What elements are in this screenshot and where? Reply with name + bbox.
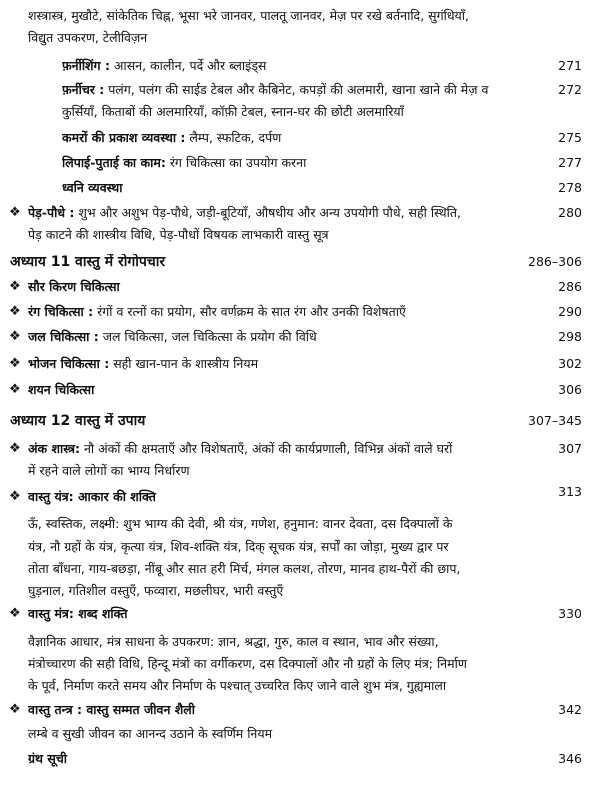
diamond-bullet-icon: ❖ [9, 279, 21, 294]
toc-entry-furnishing[interactable] [62, 58, 542, 74]
diamond-bullet-icon: ❖ [9, 702, 21, 717]
page-number: 278 [558, 180, 582, 195]
page-number: 330 [558, 606, 582, 621]
entry-title: फ़र्नीचर : [62, 82, 105, 97]
page-number: 280 [558, 205, 582, 220]
entry-text: पलंग, पलंग की साईड टेबल और कैबिनेट, कपड़ों की अलमारी, खाना खाने की मेज़ व [104, 82, 489, 97]
diamond-bullet-icon: ❖ [9, 606, 21, 621]
entry-text: वास्तु सम्मत जीवन शैली [81, 702, 195, 717]
entry-text: रंगों व रत्नों का प्रयोग, सौर वर्णक्रम के सात रंग और उनकी विशेषताएँ [93, 304, 406, 319]
entry-title: वास्तु तन्त्र : [28, 702, 82, 717]
entry-continuation: के पूर्व, निर्माण करते समय और निर्माण के पश्चात् उच्चरित किए जाने वाले शुभ मंत्र, गुह्यमाला [28, 678, 447, 693]
entry-title: रंग चिकित्सा : [28, 304, 94, 319]
toc-entry-yantra[interactable]: वास्तु यंत्र: आकार की शक्ति [28, 489, 156, 504]
page-number: 275 [558, 130, 582, 145]
toc-entry-lighting[interactable] [62, 130, 542, 146]
entry-continuation: घुड़नाल, गतिशील वस्तुएँ, फव्वारा, मछलीघर, भारी वस्तुएँ [28, 583, 284, 598]
toc-entry-plants[interactable] [28, 205, 528, 221]
page-number: 346 [558, 751, 582, 766]
entry-continuation: मंत्रोच्चारण की सही विधि, हिन्दू मंत्रों का वर्गीकरण, दस दिक्पालों और नौ ग्रहों के लिए मंत्र; निर्माण [28, 656, 467, 671]
page-number: 298 [558, 329, 582, 344]
page-number: 290 [558, 304, 582, 319]
page-range: 286–306 [528, 254, 582, 269]
entry-title: लिपाई-पुताई का काम: [62, 155, 166, 170]
page-number: 286 [558, 279, 582, 294]
diamond-bullet-icon: ❖ [9, 382, 21, 397]
page-number: 307 [558, 441, 582, 456]
entry-continuation: लम्बे व सुखी जीवन का आनन्द उठाने के स्वर्णिम नियम [28, 726, 273, 741]
diamond-bullet-icon: ❖ [9, 205, 21, 220]
entry-title: पेड़-पौधे : [28, 205, 75, 220]
page-number: 272 [558, 82, 582, 97]
entry-continuation: यंत्र, नौ ग्रहों के यंत्र, कृत्या यंत्र, शिव-शक्ति यंत्र, दिक् सूचक यंत्र, सर्पों का जोड़ा, मुख्य द्वार पर [28, 539, 449, 554]
entry-continuation: पेड़ काटने की शास्त्रीय विधि, पेड़-पौधों विषयक लाभकारी वास्तु सूत्र [28, 227, 329, 242]
diamond-bullet-icon: ❖ [9, 329, 21, 344]
toc-entry-color[interactable] [28, 304, 538, 320]
diamond-bullet-icon: ❖ [9, 489, 21, 504]
entry-continuation: ऊँ, स्वस्तिक, लक्ष्मी: शुभ भाग्य की देवी, श्री यंत्र, गणेश, हनुमान: वानर देवता, दस दिक्पालों के [28, 516, 453, 531]
chapter-12-heading[interactable]: अध्याय 12 वास्तु में उपाय [10, 413, 146, 429]
page-number: 302 [558, 356, 582, 371]
entry-title: जल चिकित्सा : [28, 329, 99, 344]
toc-entry-sound[interactable]: ध्वनि व्यवस्था [62, 180, 123, 195]
page-number: 277 [558, 155, 582, 170]
entry-title: भोजन चिकित्सा : [28, 356, 110, 371]
toc-entry-food[interactable] [28, 356, 580, 372]
toc-entry-mantra[interactable]: वास्तु मंत्र: शब्द शक्ति [28, 606, 128, 621]
diamond-bullet-icon: ❖ [9, 441, 21, 456]
entry-continuation: वैज्ञानिक आधार, मंत्र साधना के उपकरण: ज्ञान, श्रद्धा, गुरु, काल व स्थान, भाव और संख्या, [28, 634, 439, 649]
page-number: 313 [558, 484, 582, 499]
entry-continuation: में रहने वाले लोगों का भाग्य निर्धारण [28, 463, 190, 478]
entry-title: अंक शास्त्र: [28, 441, 81, 456]
page-range: 307–345 [528, 413, 582, 428]
entry-text: सही खान-पान के शास्त्रीय नियम [109, 356, 259, 371]
chapter-11-heading[interactable]: अध्याय 11 वास्तु में रोगोपचार [10, 254, 166, 270]
toc-entry-sun[interactable]: सौर किरण चिकित्सा [28, 279, 120, 294]
diamond-bullet-icon: ❖ [9, 356, 21, 371]
toc-entry-bibliography[interactable]: ग्रंथ सूची [28, 751, 68, 766]
toc-entry-numerology[interactable] [28, 441, 538, 457]
diamond-bullet-icon: ❖ [9, 304, 21, 319]
toc-entry-furniture[interactable] [62, 82, 542, 98]
page-number: 342 [558, 702, 582, 717]
entry-text: जल चिकित्सा, जल चिकित्सा के प्रयोग की विधि [98, 329, 317, 344]
entry-text: रंग चिकित्सा का उपयोग करना [165, 155, 307, 170]
entry-continuation: कुर्सियाँ, किताबों की अलमारियाँ, कॉफ़ी टेबल, स्नान-घर की छोटी अलमारियाँ [62, 104, 404, 119]
entry-title: फ़र्नीशिंग : [62, 58, 110, 73]
page-number: 306 [558, 382, 582, 397]
toc-entry-sleep[interactable]: शयन चिकित्सा [28, 382, 95, 397]
page-number: 271 [558, 58, 582, 73]
toc-entry-painting[interactable] [62, 155, 542, 171]
entry-text: शुभ और अशुभ पेड़-पौधे, जड़ी-बूटियाँ, औषधीय और अन्य उपयोगी पौधे, सही स्थिति, [74, 205, 461, 220]
entry-text: लैम्प, स्फटिक, दर्पण [185, 130, 282, 145]
intro-line-1: शस्त्रास्त्र, मुखौटे, सांकेतिक चिह्न, भूसा भरे जानवर, पालतू जानवर, मेज़ पर रखे बर्तनादि, सुगंधियाँ, [28, 8, 470, 23]
entry-text: आसन, कालीन, पर्दे और ब्लाइंड्स [109, 58, 267, 73]
entry-title: कमरों की प्रकाश व्यवस्था : [62, 130, 186, 145]
entry-text: नौ अंकों की क्षमताएँ और विशेषताएँ, अंकों की कार्यप्रणाली, विभिन्न अंकों वाले घरों [80, 441, 453, 456]
intro-line-2: विद्युत उपकरण, टेलीविज़न [28, 30, 148, 45]
entry-continuation: तोता बाँधना, गाय-बछड़ा, नींबू और सात हरी मिर्च, मंगल कलश, तोरण, मानव हाथ-पैरों की छाप, [28, 561, 461, 576]
toc-entry-tantra[interactable] [28, 702, 580, 718]
toc-entry-water[interactable] [28, 329, 580, 345]
